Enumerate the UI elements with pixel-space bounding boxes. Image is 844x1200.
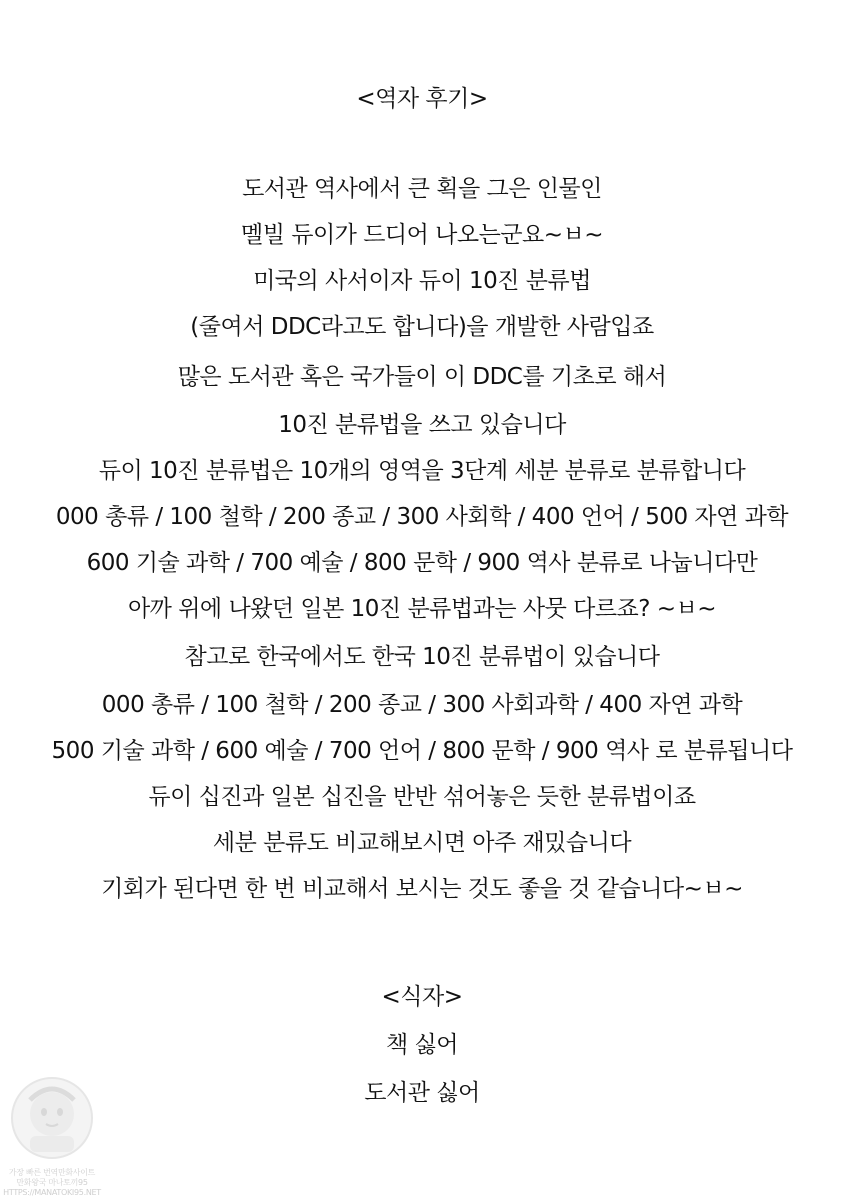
translator-note-line: 000 총류 / 100 철학 / 200 종교 / 300 사회학 / 400 언어 / 500 자연 과학 <box>55 504 789 530</box>
translator-note-line: 멜빌 듀이가 드디어 나오는군요~ㅂ~ <box>240 222 604 248</box>
translator-note-line: 도서관 역사에서 큰 획을 그은 인물인 <box>242 176 602 202</box>
translator-note-line: 아까 위에 나왔던 일본 10진 분류법과는 사뭇 다르죠? ~ㅂ~ <box>127 596 717 622</box>
typesetter-note-line: 도서관 싫어 <box>364 1080 480 1106</box>
translator-note-line: 10진 분류법을 쓰고 있습니다 <box>278 412 566 438</box>
translator-note-line: 듀이 10진 분류법은 10개의 영역을 3단계 세분 분류로 분류합니다 <box>98 458 746 484</box>
translator-note-line: 참고로 한국에서도 한국 10진 분류법이 있습니다 <box>184 644 660 670</box>
translator-note-line: 기회가 된다면 한 번 비교해서 보시는 것도 좋을 것 같습니다~ㅂ~ <box>101 876 743 902</box>
typesetter-note-heading: <식자> <box>381 984 463 1010</box>
translator-note-line: 000 총류 / 100 철학 / 200 종교 / 300 사회과학 / 400 자연 과학 <box>101 692 743 718</box>
site-watermark <box>0 1070 104 1200</box>
translator-note-line: 600 기술 과학 / 700 예술 / 800 문학 / 900 역사 분류로 나눕니다만 <box>86 550 758 576</box>
mascot-logo-icon <box>0 1070 104 1170</box>
translator-note-line: 세분 분류도 비교해보시면 아주 재밌습니다 <box>212 830 632 856</box>
translator-note-line: (줄여서 DDC라고도 합니다)을 개발한 사람입죠 <box>190 314 654 340</box>
watermark-tagline: 가장 빠른 번역만화사이트 <box>8 1168 96 1177</box>
translator-note-line: 500 기술 과학 / 600 예술 / 700 언어 / 800 문학 / 900 역사 로 분류됩니다 <box>51 738 793 764</box>
translator-note-line: 미국의 사서이자 듀이 10진 분류법 <box>253 268 591 294</box>
translator-note-line: 많은 도서관 혹은 국가들이 이 DDC를 기초로 해서 <box>177 364 667 390</box>
translator-note-line: 듀이 십진과 일본 십진을 반반 섞어놓은 듯한 분류법이죠 <box>148 784 696 810</box>
typesetter-note-line: 책 싫어 <box>386 1032 458 1058</box>
watermark-url: HTTPS://MANATOKI95.NET <box>3 1188 101 1197</box>
translator-note-heading: <역자 후기> <box>356 86 488 112</box>
watermark-site-name: 만화왕국 마나토끼95 <box>16 1178 88 1187</box>
